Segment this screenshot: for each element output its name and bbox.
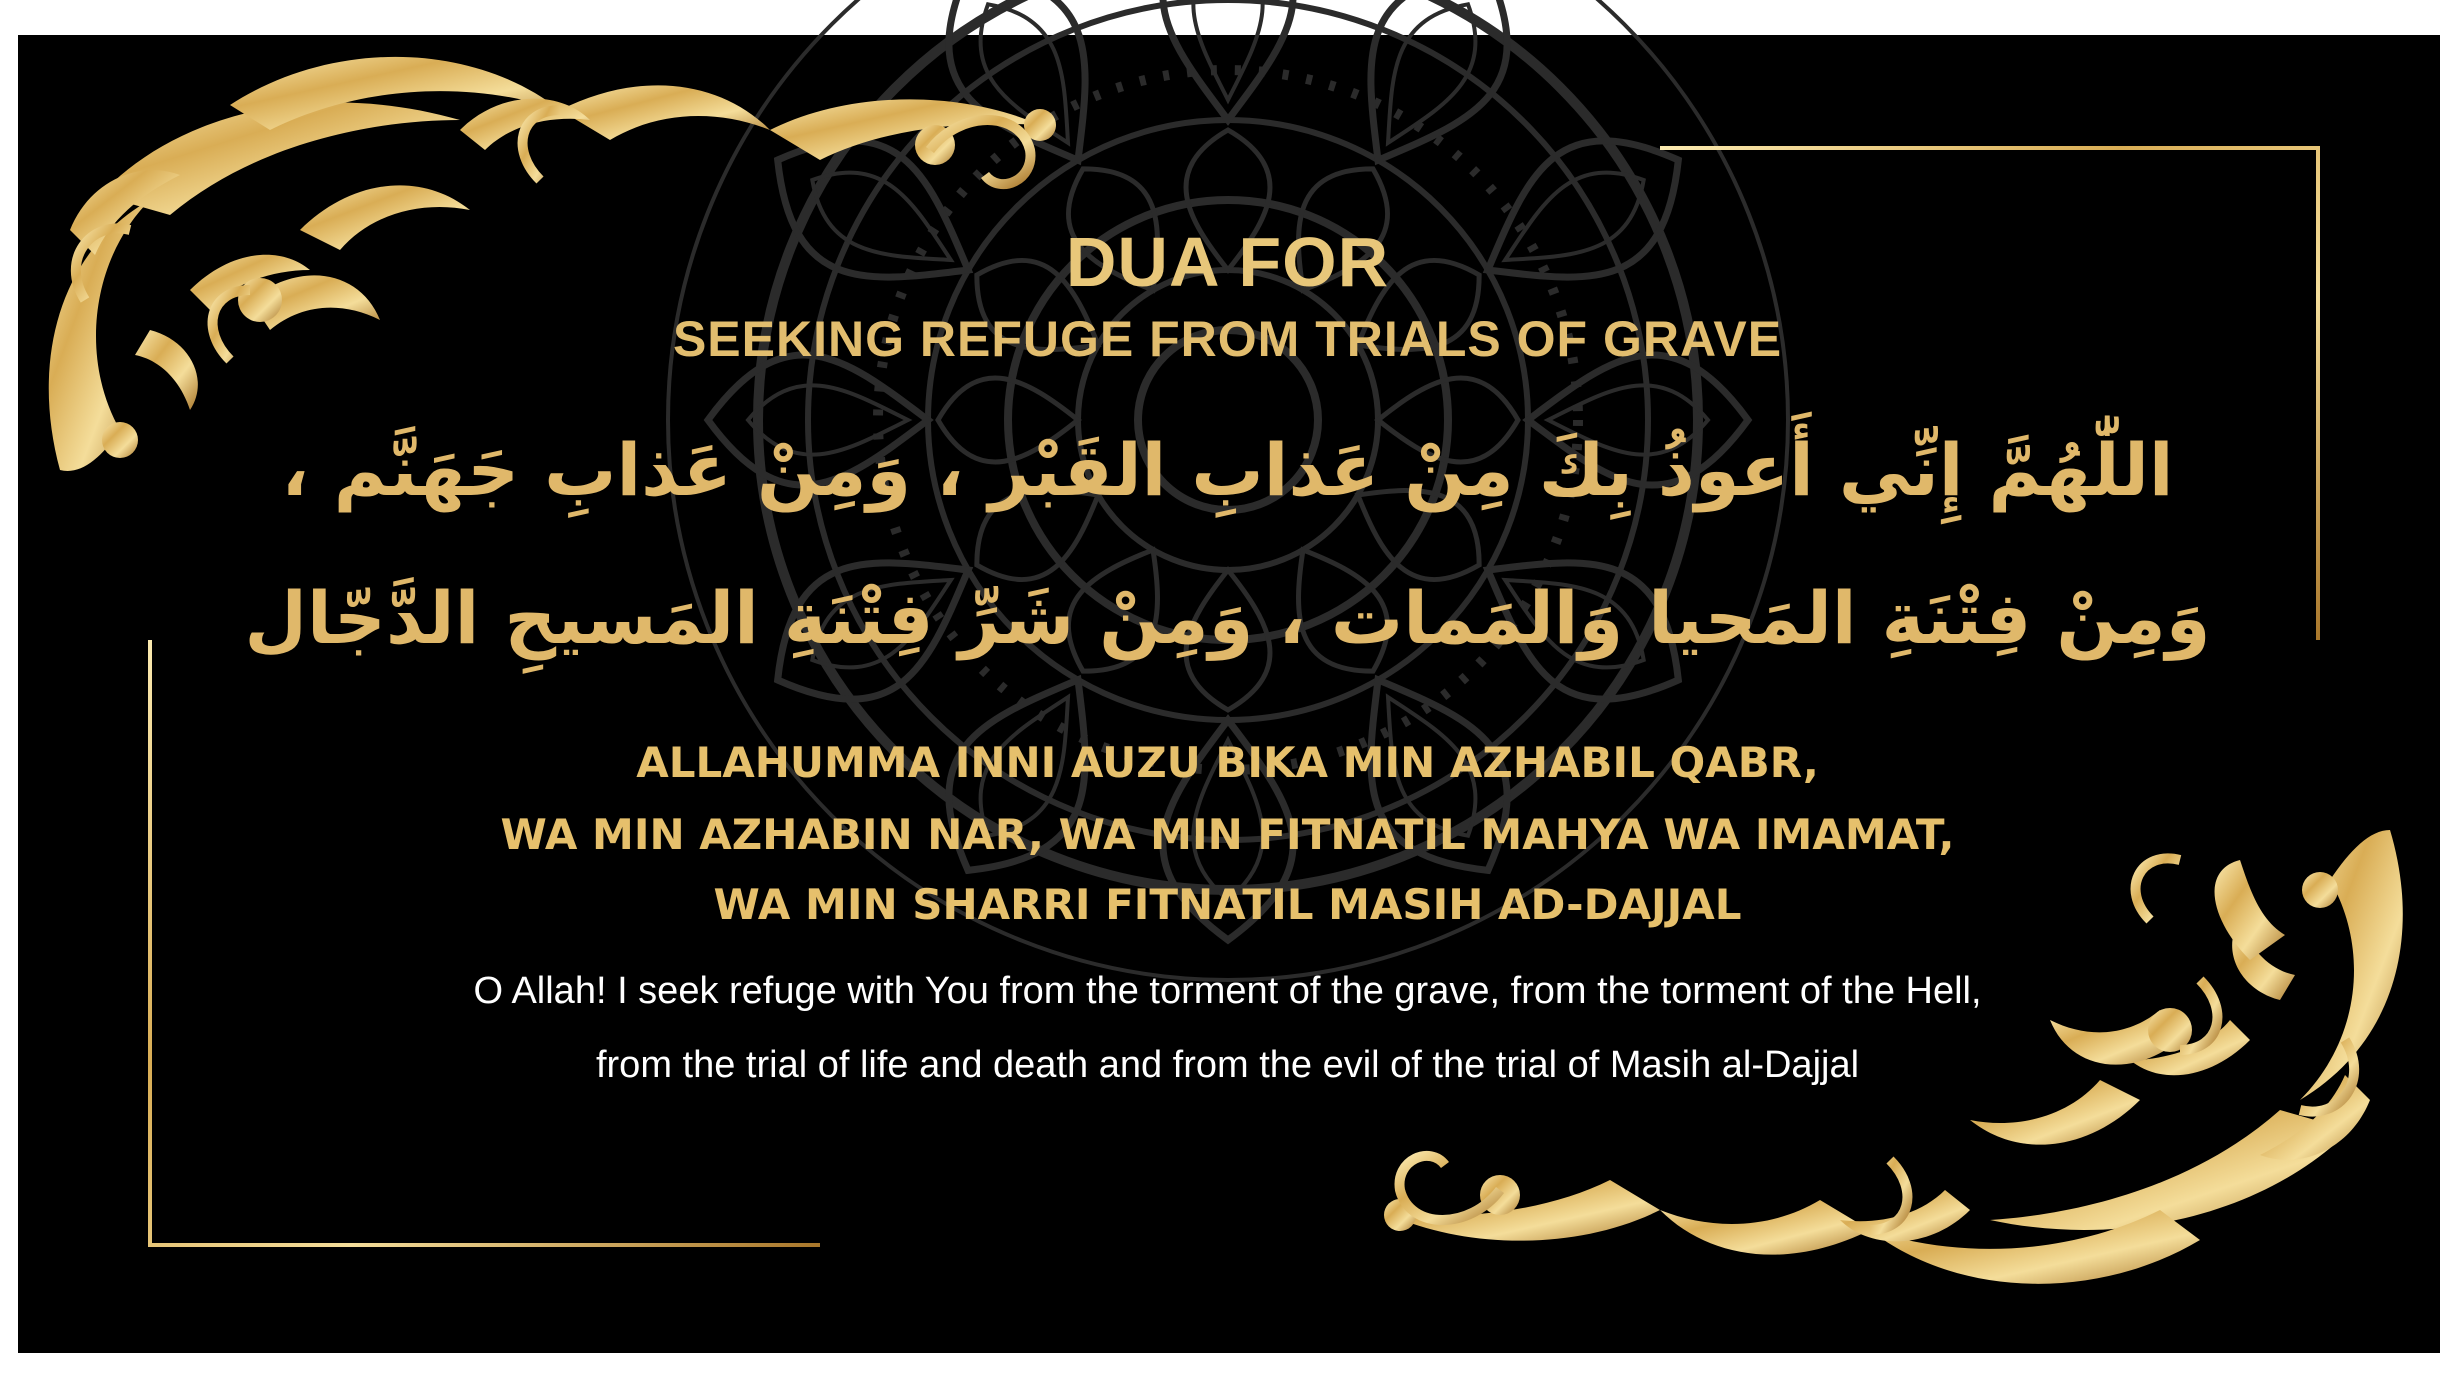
- translation-line-1: O Allah! I seek refuge with You from the torment of the grave, from the torment of the Hell,: [473, 970, 1982, 1012]
- title-main: DUA FOR: [1065, 223, 1390, 301]
- translation-line-2: from the trial of life and death and from the evil of the trial of Masih al-Dajjal: [595, 1044, 1860, 1086]
- transliteration-line-2: WA MIN AZHABIN NAR, WA MIN FITNATIL MAHYA WA IMAMAT,: [500, 810, 1955, 859]
- arabic-line-1: اللّٰهُمَّ إِنِّي أَعوذُ بِكَ مِنْ عَذابِ القَبْر ، وَمِنْ عَذابِ جَهَنَّم ،: [281, 428, 2174, 512]
- arabic-line-2: وَمِنْ فِتْنَةِ المَحيا وَالمَمات ، وَمِنْ شَرِّ فِتْنَةِ المَسيحِ الدَّجّال: [244, 576, 2211, 660]
- transliteration-line-3: WA MIN SHARRI FITNATIL MASIH AD-DAJJAL: [713, 880, 1742, 929]
- transliteration-line-1: ALLAHUMMA INNI AUZU BIKA MIN AZHABIL QABR,: [636, 738, 1819, 787]
- title-sub: SEEKING REFUGE FROM TRIALS OF GRAVE: [672, 311, 1783, 367]
